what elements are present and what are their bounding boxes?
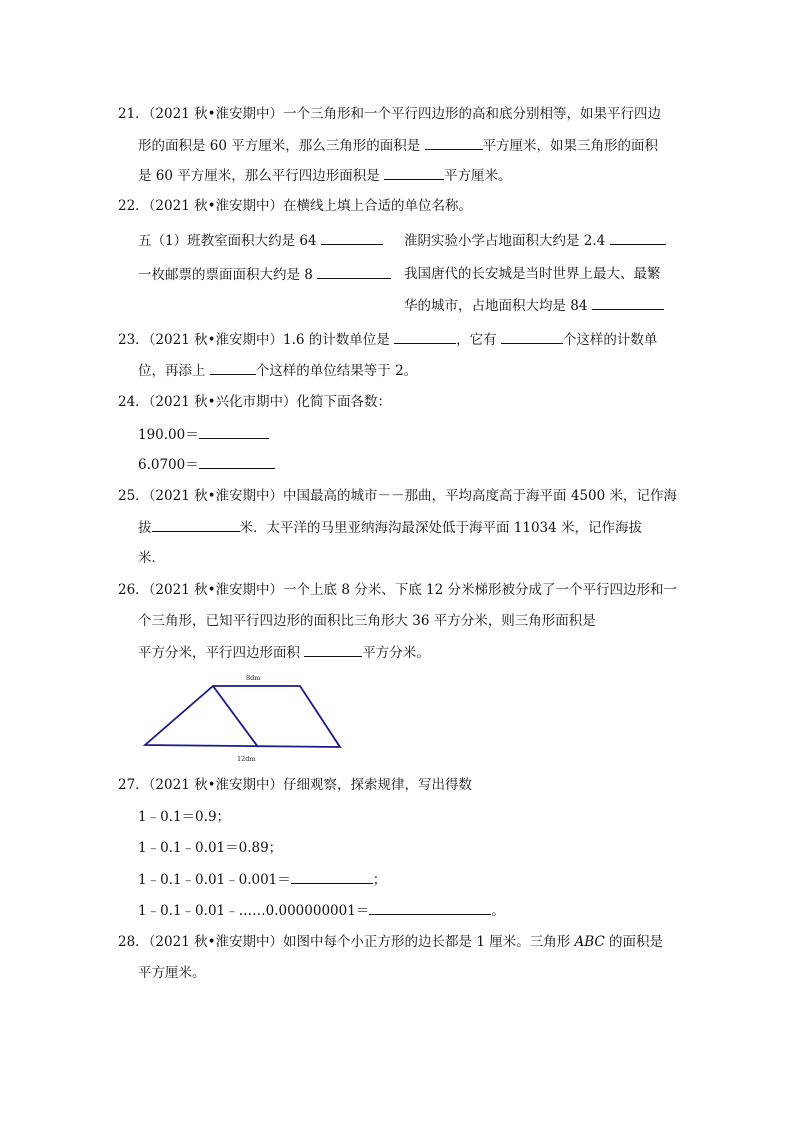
q28-line1-text-a: 28．（2021 秋•淮安期中）如图中每个小正方形的边长都是 1 厘米。三角形: [118, 934, 575, 950]
q26-blank-1[interactable]: [304, 642, 362, 657]
q26-line3-text-a: 平方分米，平行四边形面积: [138, 645, 305, 661]
q23-line1-text-c: 个这样的计数单: [562, 332, 658, 348]
q27-blank-2[interactable]: [369, 900, 491, 915]
q24-expr-1: [138, 424, 269, 445]
q24-line1: 24．（2021 秋•兴化市期中）化简下面各数：: [118, 394, 392, 410]
q21-line2: [138, 135, 658, 156]
q22-blank-a[interactable]: [321, 230, 383, 245]
q23-blank-1[interactable]: [394, 329, 456, 344]
q26-line1: 26．（2021 秋•淮安期中）一个上底 8 分米、下底 12 分米梯形被分成了一个平行四边形和一: [118, 582, 677, 598]
trapezoid-figure: [140, 670, 350, 770]
q27-expr-4: [138, 900, 505, 921]
q22-blank-d[interactable]: [592, 295, 664, 310]
q23-blank-3[interactable]: [210, 360, 256, 375]
q28-triangle-label: ABC: [574, 934, 605, 950]
q22-item-d-line1: 我国唐代的长安城是当时世界上最大、最繁: [404, 266, 661, 282]
q26-line2: 个三角形，已知平行四边形的面积比三角形大 36 平方分米，则三角形面积是: [138, 613, 596, 629]
q24-expr-2-text: 6.0700＝: [138, 457, 199, 473]
q21-blank-2[interactable]: [384, 165, 444, 180]
top-base-label: 8dm: [246, 674, 261, 682]
q28-line1-text-b: 的面积是: [604, 934, 664, 950]
q22-item-b-text: 淮阴实验小学占地面积大约是 2.4: [404, 233, 610, 249]
q27-expr-3-end: ；: [372, 872, 387, 888]
q24-expr-1-text: 190.00＝: [138, 427, 199, 443]
q23-line2-text-a: 位，再添上: [138, 363, 210, 379]
q26-line3-text-b: 平方分米。: [362, 645, 430, 661]
q21-blank-1[interactable]: [425, 135, 483, 150]
q22-item-c-text: 一枚邮票的票面面积大约是 8: [138, 267, 318, 283]
q23-line2: [138, 360, 417, 381]
q27-expr-4-end: 。: [491, 903, 505, 919]
q23-line1-text-a: 23．（2021 秋•淮安期中）1.6 的计数单位是: [118, 332, 395, 348]
q25-line3: 米．: [138, 550, 165, 566]
q23-line2-text-b: 个这样的单位结果等于 2。: [255, 363, 418, 379]
q22-item-a: [138, 230, 383, 251]
q21-line2-text-a: 形的面积是 60 平方厘米，那么三角形的面积是: [138, 138, 425, 154]
q22-item-a-text: 五（1）班教室面积大约是 64: [138, 233, 321, 249]
q27-expr-2: 1﹣0.1﹣0.01＝0.89；: [138, 840, 283, 856]
q28-line1: [118, 932, 663, 952]
q21-line3-text-b: 平方厘米。: [444, 168, 512, 184]
q27-blank-1[interactable]: [291, 869, 373, 884]
q21-line3: [138, 165, 512, 186]
q22-item-d-text: 华的城市，占地面积大均是 84: [404, 298, 592, 314]
q23-line1: [118, 329, 657, 350]
q21-line1: 21．（2021 秋•淮安期中）一个三角形和一个平行四边形的高和底分别相等，如果平行四边: [118, 106, 662, 122]
q21-line3-text-a: 是 60 平方厘米，那么平行四边形面积是: [138, 168, 385, 184]
q25-blank-1[interactable]: [152, 517, 240, 532]
q23-line1-text-b: ，它有: [456, 332, 501, 348]
q27-expr-4-text: 1﹣0.1﹣0.01﹣……0.000000001＝: [138, 903, 370, 919]
q27-line1: 27．（2021 秋•淮安期中）仔细观察，探索规律，写出得数: [118, 777, 473, 793]
q27-expr-3: [138, 869, 386, 890]
trapezoid-divider: [213, 686, 258, 747]
q28-line2: 平方厘米。: [138, 965, 206, 981]
q26-line3: [138, 642, 430, 663]
trapezoid-outline: [145, 686, 340, 747]
q24-expr-2: [138, 454, 275, 475]
q24-blank-2[interactable]: [199, 454, 275, 469]
q22-item-b: [404, 230, 666, 251]
q22-item-c: [138, 264, 391, 285]
q22-item-d-line2: [404, 295, 664, 316]
q27-expr-3-text: 1﹣0.1﹣0.01﹣0.001＝: [138, 872, 291, 888]
q21-line2-text-b: 平方厘米，如果三角形的面积: [482, 138, 659, 154]
q25-line2-text-a: 拔: [138, 520, 152, 536]
q22-line1: 22．（2021 秋•淮安期中）在横线上填上合适的单位名称。: [118, 198, 473, 214]
q25-line1: 25．（2021 秋•淮安期中）中国最高的城市－－那曲，平均高度高于海平面 4500 米，记作海: [118, 488, 677, 504]
q23-blank-2[interactable]: [501, 329, 563, 344]
q22-blank-b[interactable]: [610, 230, 666, 245]
q25-line2-text-b: 米．太平洋的马里亚纳海沟最深处低于海平面 11034 米，记作海拔: [239, 520, 643, 536]
q24-blank-1[interactable]: [199, 424, 269, 439]
q27-expr-1: 1﹣0.1＝0.9；: [138, 809, 231, 825]
bottom-base-label: 12dm: [237, 755, 256, 763]
q25-line2: [138, 517, 642, 538]
q22-blank-c[interactable]: [317, 264, 391, 279]
